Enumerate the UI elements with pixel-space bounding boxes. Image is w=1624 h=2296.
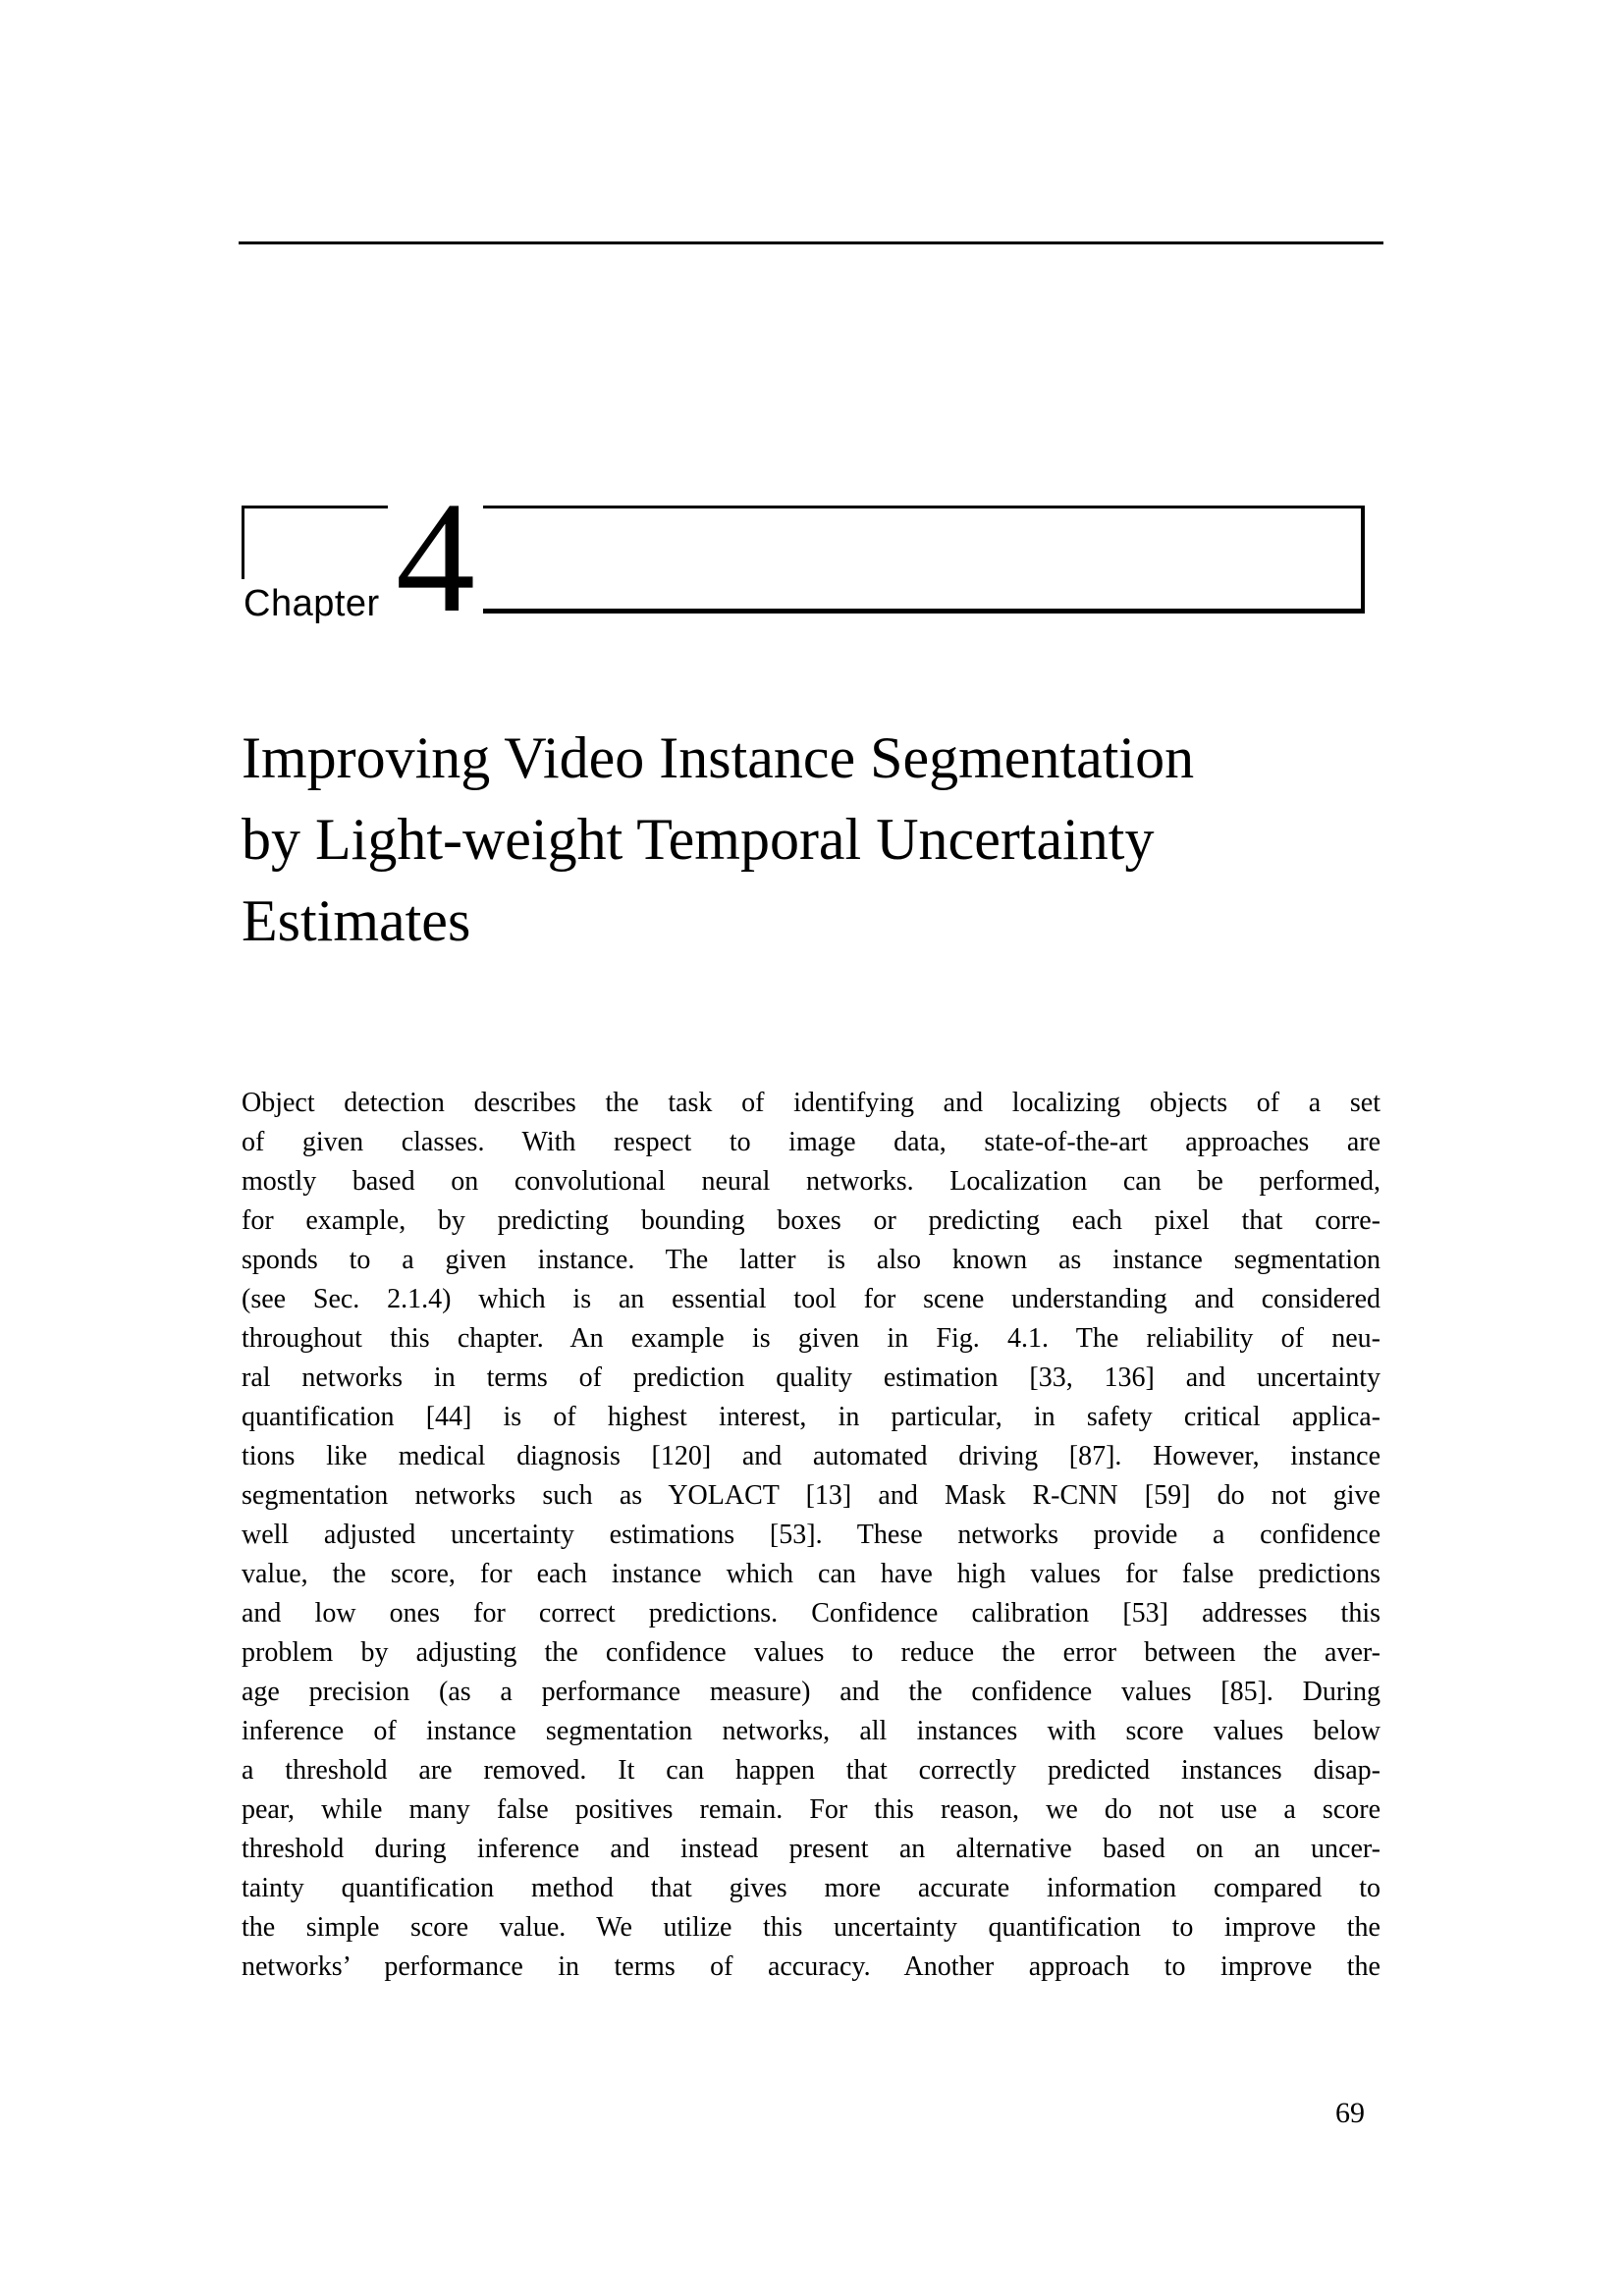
body-line: tainty quantification method that gives more accurate information compared to bbox=[242, 1873, 1380, 1903]
page-number: 69 bbox=[1335, 2097, 1365, 2129]
title-line: by Light-weight Temporal Uncertainty bbox=[242, 807, 1155, 872]
body-line: a threshold are removed. It can happen that correctly predicted instances disap- bbox=[242, 1755, 1380, 1786]
chapter-box-bottom-line bbox=[481, 609, 1365, 614]
body-line: segmentation networks such as YOLACT [13] and Mask R-CNN [59] do not give bbox=[242, 1480, 1380, 1511]
body-line: the simple score value. We utilize this uncertainty quantification to improve the bbox=[242, 1912, 1380, 1943]
body-paragraph bbox=[242, 1084, 1380, 1987]
chapter-title bbox=[242, 718, 1382, 962]
body-line: well adjusted uncertainty estimations [53]. These networks provide a confidence bbox=[242, 1520, 1380, 1550]
chapter-box-left-line bbox=[242, 506, 244, 579]
body-line: mostly based on convolutional neural networks. Localization can be performed, bbox=[242, 1166, 1380, 1197]
chapter-label: Chapter bbox=[244, 583, 380, 624]
title-line: Estimates bbox=[242, 888, 471, 953]
chapter-mark bbox=[242, 470, 1365, 646]
title-line: Improving Video Instance Segmentation bbox=[242, 725, 1195, 790]
body-line: value, the score, for each instance which can have high values for false predictions bbox=[242, 1559, 1380, 1589]
chapter-number: 4 bbox=[388, 479, 483, 638]
body-line: age precision (as a performance measure) and the confidence values [85]. During bbox=[242, 1677, 1380, 1707]
body-line: inference of instance segmentation networks, all instances with score values below bbox=[242, 1716, 1380, 1746]
body-line: (see Sec. 2.1.4) which is an essential tool for scene understanding and considered bbox=[242, 1284, 1380, 1314]
body-line: networks’ performance in terms of accuracy. Another approach to improve the bbox=[242, 1951, 1380, 1982]
body-line: for example, by predicting bounding boxes or predicting each pixel that corre- bbox=[242, 1205, 1380, 1236]
body-line: of given classes. With respect to image data, state-of-the-art approaches are bbox=[242, 1127, 1380, 1157]
body-line: tions like medical diagnosis [120] and automated driving [87]. However, instance bbox=[242, 1441, 1380, 1471]
body-line: sponds to a given instance. The latter is also known as instance segmentation bbox=[242, 1245, 1380, 1275]
body-line: problem by adjusting the confidence values to reduce the error between the aver- bbox=[242, 1637, 1380, 1668]
body-line: ral networks in terms of prediction quality estimation [33, 136] and uncertainty bbox=[242, 1362, 1380, 1393]
body-line: throughout this chapter. An example is given in Fig. 4.1. The reliability of neu- bbox=[242, 1323, 1380, 1354]
body-line: threshold during inference and instead present an alternative based on an uncer- bbox=[242, 1834, 1380, 1864]
header-rule bbox=[239, 241, 1383, 244]
chapter-box-right-line bbox=[1361, 506, 1365, 614]
body-line: pear, while many false positives remain. For this reason, we do not use a score bbox=[242, 1794, 1380, 1825]
body-line: and low ones for correct predictions. Confidence calibration [53] addresses this bbox=[242, 1598, 1380, 1629]
body-line: quantification [44] is of highest interest, in particular, in safety critical applica- bbox=[242, 1402, 1380, 1432]
body-line: Object detection describes the task of identifying and localizing objects of a set bbox=[242, 1088, 1380, 1118]
